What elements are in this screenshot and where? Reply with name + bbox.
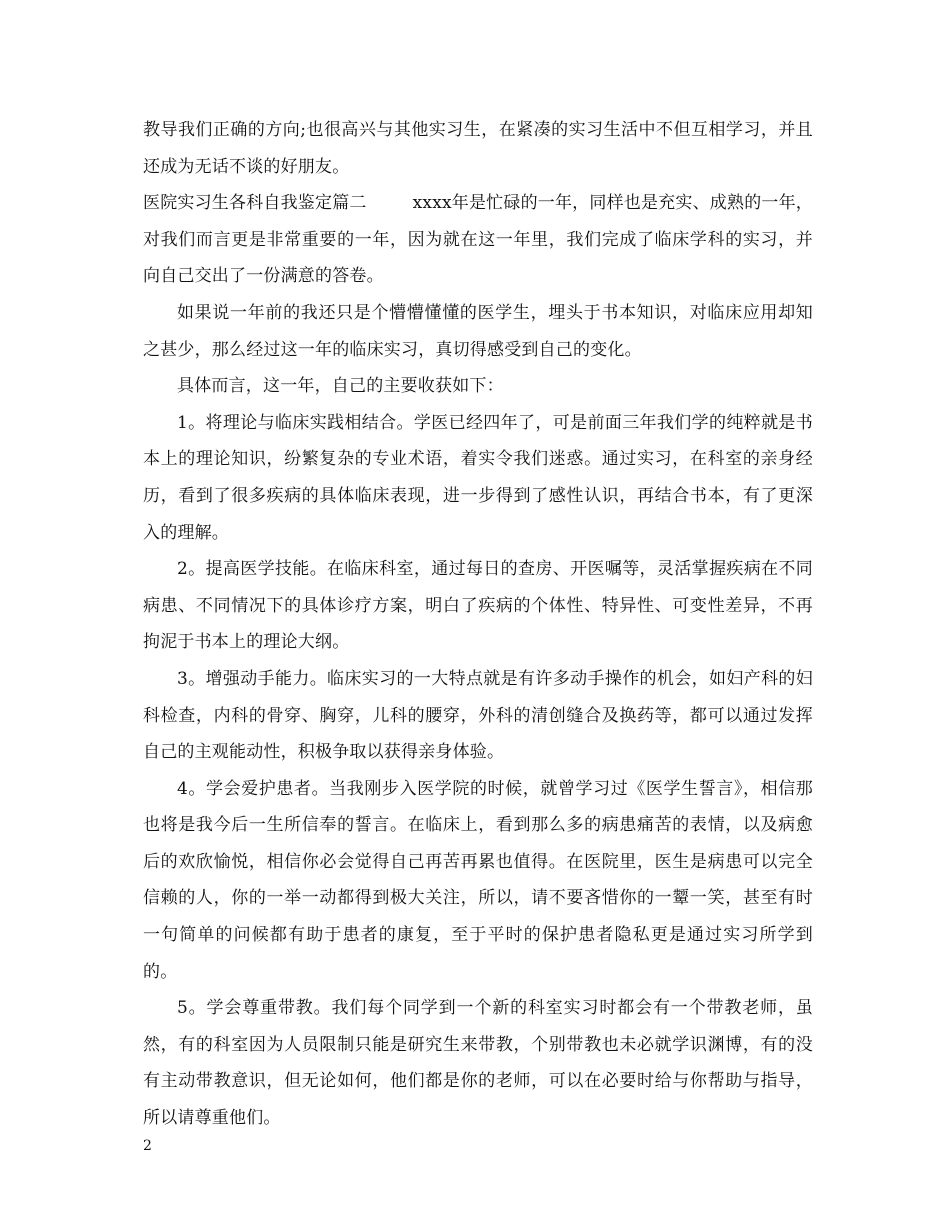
paragraph-2-text: xxxx年是忙碌的一年，同样也是充实、成熟的一年，对我们而言更是非常重要的一年，因为就在这一年里，我们完成了临床学科的实习，并向自己交出了一份满意的答卷。 bbox=[143, 193, 813, 287]
paragraph-6: 2。提高医学技能。在临床科室，通过每日的查房、开医嘱等，灵活掌握疾病在不同病患、不同情况下的具体诊疗方案，明白了疾病的个体性、特异性、可变性差异，不再拘泥于书本上的理论大纲。 bbox=[143, 559, 813, 653]
paragraph-3: 如果说一年前的我还只是个懵懵懂懂的医学生，埋头于书本知识，对临床应用却知之甚少，那么经过这一年的临床实习，真切得感受到自己的变化。 bbox=[143, 302, 813, 360]
paragraph-8: 4。学会爱护患者。当我刚步入医学院的时候，就曾学习过《医学生誓言》，相信那也将是我今后一生所信奉的誓言。在临床上，看到那么多的病患痛苦的表情，以及病愈后的欢欣愉悦，相信你必会觉得自己再苦再累也值得。在医院里，医生是病患可以完全信赖的人，你的一举一动都得到极大关注，所以，请不要吝惜你的一颦一笑，甚至有时一句简单的问候都有助于患者的康复，至于平时的保护患者隐私更是通过实习所学到的。 bbox=[143, 778, 813, 982]
document-page bbox=[143, 112, 813, 1137]
paragraph-9: 5。学会尊重带教。我们每个同学到一个新的科室实习时都会有一个带教老师，虽然，有的科室因为人员限制只能是研究生来带教，个别带教也未必就学识渊博，有的没有主动带教意识，但无论如何，他们都是你的老师，可以在必要时给与你帮助与指导，所以请尊重他们。 bbox=[143, 998, 813, 1129]
section-title: 医院实习生各科自我鉴定篇二 bbox=[143, 193, 367, 214]
paragraph-7: 3。增强动手能力。临床实习的一大特点就是有许多动手操作的机会，如妇产科的妇科检查，内科的骨穿、胸穿，儿科的腰穿，外科的清创缝合及换药等，都可以通过发挥自己的主观能动性，积极争取以获得亲身体验。 bbox=[143, 668, 813, 763]
page-number: 2 bbox=[143, 1138, 152, 1154]
paragraph-2 bbox=[143, 185, 813, 295]
paragraph-5: 1。将理论与临床实践相结合。学医已经四年了，可是前面三年我们学的纯粹就是书本上的理论知识，纷繁复杂的专业术语，着实令我们迷惑。通过实习，在科室的亲身经历，看到了很多疾病的具体临床表现，进一步得到了感性认识，再结合书本，有了更深入的理解。 bbox=[143, 412, 813, 543]
paragraph-1: 教导我们正确的方向;也很高兴与其他实习生，在紧凑的实习生活中不但互相学习，并且还成为无话不谈的好朋友。 bbox=[143, 120, 813, 177]
paragraph-4: 具体而言，这一年，自己的主要收获如下： bbox=[177, 376, 504, 397]
